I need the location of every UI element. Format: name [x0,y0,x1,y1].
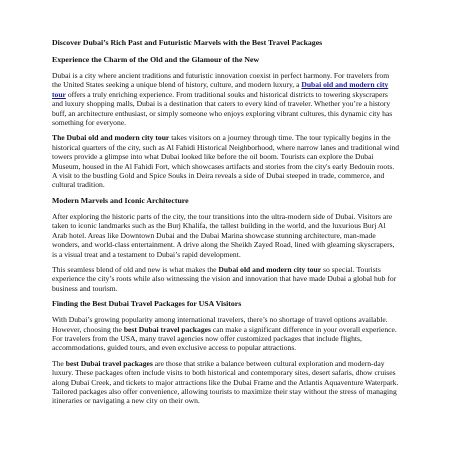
paragraph-intro [52,71,400,127]
paragraph-blend-text-b: so special. Tourists experience the city’s roots while also witnessing the vision and innovation that have made Dubai a global hub for business and tourism. [52,264,397,293]
document-title: Discover Dubai’s Rich Past and Futuristic Marvels with the Best Travel Packages [52,38,323,47]
paragraph-blend [52,265,400,293]
section-heading-packages: Finding the Best Dubai Travel Packages for USA Visitors [52,299,242,309]
paragraph-packages-bold: best Dubai travel packages [123,324,211,334]
paragraph-intro-text-a: Dubai is a city where ancient traditions and futuristic innovation coexist in perfect harmony. For travelers from the United States seeking a unique blend of history, culture, and modern luxury, a [52,71,390,90]
paragraph-tour-bold: The Dubai old and modern city tour [52,133,170,143]
paragraph-tour-text: takes visitors on a journey through time. The tour typically begins in the historical quarters of the city, such as Al Fahidi Historical Neighborhood, where narrow lanes and traditional wind towers provide a glimpse into what Dubai looked like before the oil boom. Tourists can explore the Dubai Museum, housed in the Al Fahidi Fort, which showcases artifacts and stories from the city's early Bedouin roots. A visit to the bustling Gold and Spice Souks in Deira reveals a side of Dubai steeped in trade, commerce, and cultural tradition. [52,133,400,190]
paragraph-packages [52,315,400,353]
paragraph-packages-text-b: can make a significant difference in your overall experience. For travelers from the USA, many travel agencies now offer customized packages that include flights, accommodations, guided tours, and even exclusive access to popular attractions. [52,324,397,353]
paragraph-best-text-b: are those that strike a balance between cultural exploration and modern-day luxury. These packages often include visits to both historical and contemporary sites, desert safaris, dhow cruises along Dubai Creek, and tickets to major attractions like the Dubai Frame and the Atlantis Aquaventure Waterpark. Tailored packages also offer convenience, allowing tourists to maximize their stay without the stress of managing itineraries or navigating a new city on their own. [52,358,399,406]
paragraph-blend-bold: Dubai old and modern city tour [218,264,322,274]
city-tour-link[interactable]: Dubai old and modern city tour [52,80,389,99]
paragraph-best-text-a: The [52,358,66,368]
paragraph-tour [52,133,400,189]
section-heading-charm: Experience the Charm of the Old and the Glamour of the New [52,55,260,64]
section-heading-modern: Modern Marvels and Iconic Architecture [52,195,189,205]
paragraph-best-bold: best Dubai travel packages [65,358,153,368]
paragraph-packages-text-a: With Dubai’s growing popularity among international travelers, there’s no shortage of travel options available. However, choosing the [52,315,388,334]
paragraph-intro-text-b: offers a truly enriching experience. From traditional souks and historical districts to towering skyscrapers and luxury shopping malls, Dubai is a destination that caters to every kind of traveler. Whether you’re a history buff, an architecture enthusiast, or simply someone who enjoys exploring vibrant cultures, this dynamic city has something for everyone. [52,89,393,128]
paragraph-best-packages [52,359,400,406]
paragraph-blend-text-a: This seamless blend of old and new is what makes the [52,264,219,274]
paragraph-modern: After exploring the historic parts of the city, the tour transitions into the ultra-modern side of Dubai. Visitors are taken to iconic landmarks such as the Burj Khalifa, the tallest building in the world, and the luxurious Burj Al Arab hotel. Areas like Downtown Dubai and the Dubai Marina showcase stunning architecture, man-made wonders, and world-class entertainment. A drive along the Sheikh Zayed Road, lined with gleaming skyscrapers, is a visual treat and a testament to Dubai’s rapid development. [52,211,395,259]
